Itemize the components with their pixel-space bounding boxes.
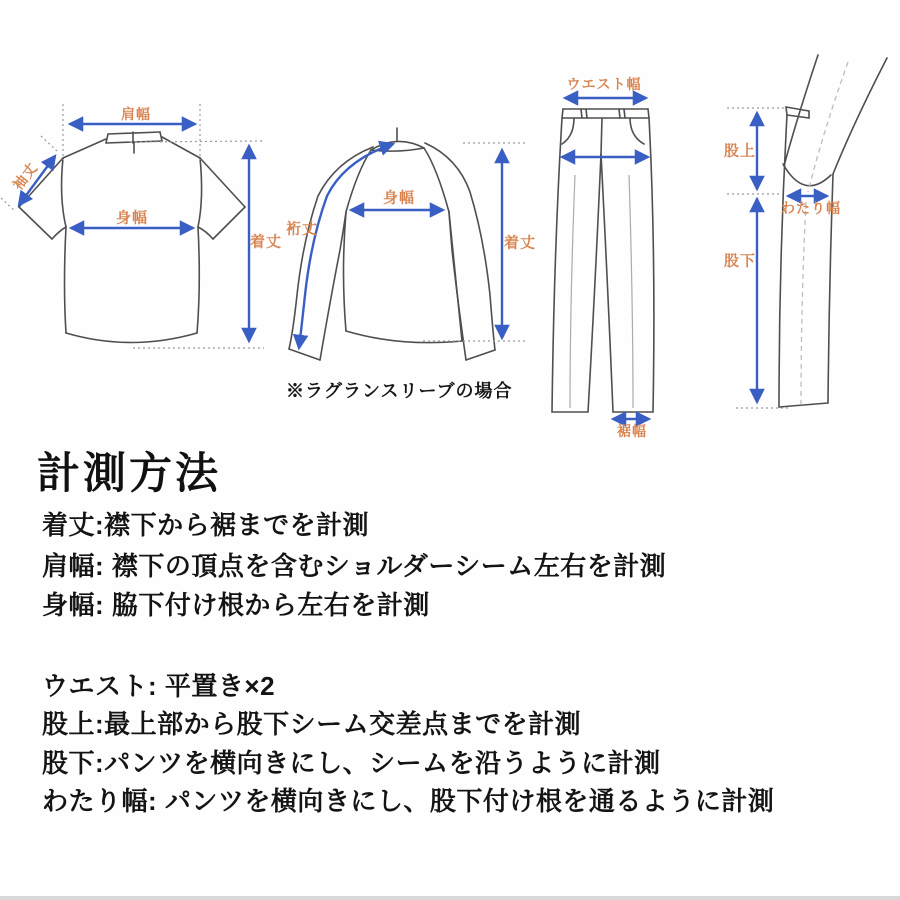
tshirt-length-label: 着丈 [249,233,283,251]
raglan-length-label: 着丈 [503,234,537,252]
yuki-length-arrow [299,144,393,348]
spec-line-inseam: 股下:パンツを横向きにし、シームを沿うように計測 [42,748,661,778]
bottom-edge-bar [0,896,900,900]
sleeve-length-label: 袖丈 [9,159,41,193]
spec-line-waist: ウエスト: 平置き×2 [42,671,276,701]
tshirt-diagram [19,132,245,343]
hem-width-label: 裾幅 [617,423,647,439]
raglan-note: ※ラグランスリーブの場合 [286,381,513,401]
spec-line-shoulder: 肩幅: 襟下の頂点を含むショルダーシーム左右を計測 [42,551,667,581]
tshirt-body-width-label: 身幅 [115,209,149,227]
shoulder-width-label: 肩幅 [121,106,151,122]
inseam-label: 股下 [723,252,757,270]
raglan-body-width-label: 身幅 [382,189,416,207]
spec-line-thigh: わたり幅: パンツを横向きにし、股下付け根を通るように計測 [42,786,775,816]
thigh-width-label: わたり幅 [781,200,841,216]
pants-side-creases [801,62,848,406]
spec-line-bodywidth: 身幅: 脇下付け根から左右を計測 [42,590,430,620]
rise-label: 股上 [723,142,757,160]
page-title: 計測方法 [37,450,221,498]
spec-line-length: 着丈:襟下から裾までを計測 [42,510,370,540]
waist-width-label: ウエスト幅 [566,76,642,92]
yuki-length-label: 裄丈 [285,220,319,238]
pants-front-creases [570,175,633,408]
raglan-shirt-diagram [289,128,495,360]
pants-front-diagram [552,109,654,412]
spec-line-rise: 股上:最上部から股下シーム交差点までを計測 [42,709,582,739]
